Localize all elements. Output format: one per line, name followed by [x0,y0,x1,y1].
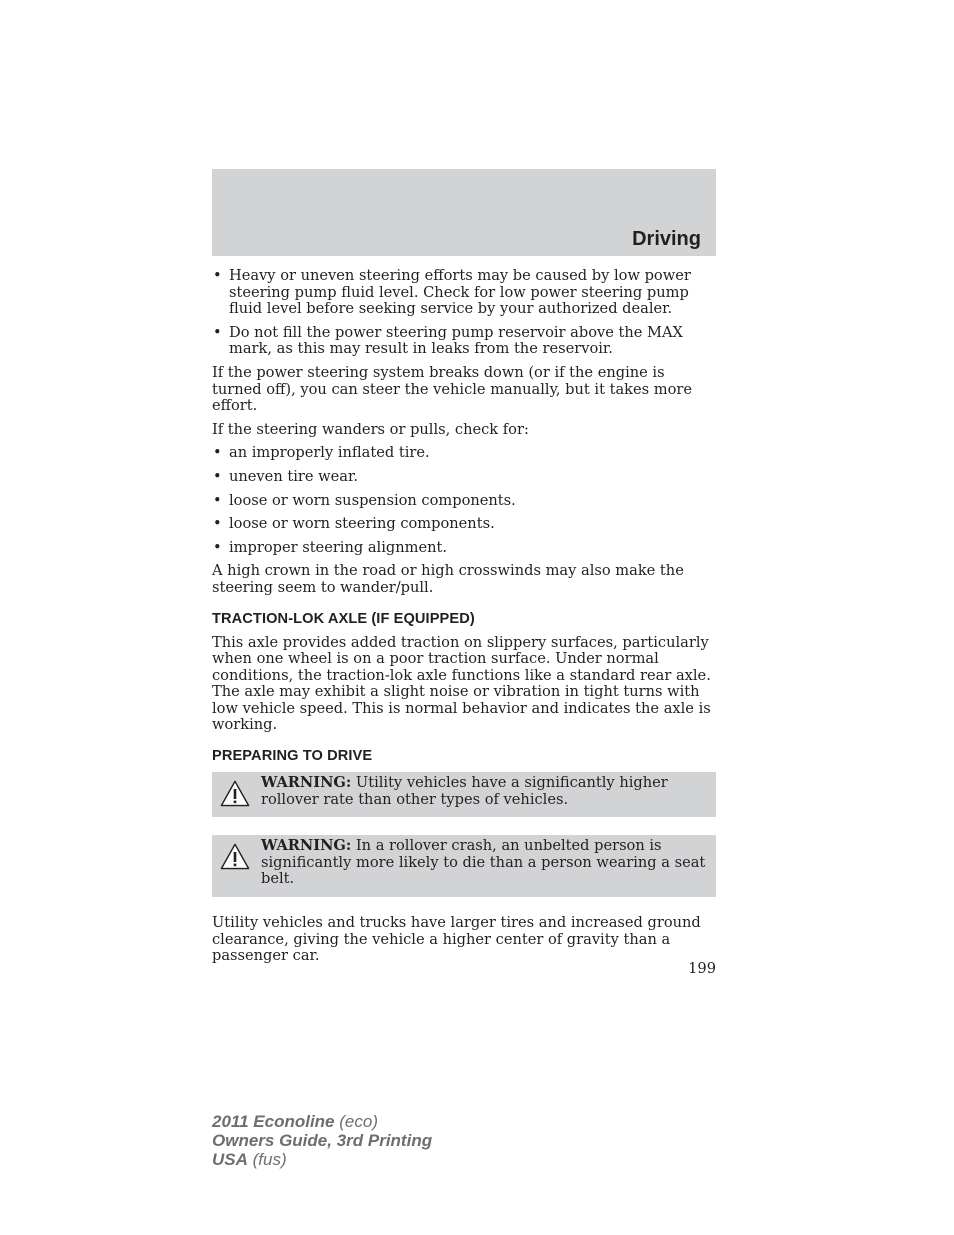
warning-triangle-icon [220,780,250,807]
footer-guide: Owners Guide, 3rd Printing [212,1131,433,1150]
list-item: • loose or worn steering components. [212,516,716,533]
footer-line-model [212,1112,432,1131]
steering-effort-list [212,268,716,358]
heading-traction-lok: TRACTION-LOK AXLE (IF EQUIPPED) [212,610,475,627]
warning-triangle-icon [220,843,250,870]
list-item: • Do not fill the power steering pump reservoir above the MAX mark, as this may result in leaks from the reservoir. [212,325,716,358]
section-header-band [212,169,716,256]
footer-model: 2011 Econoline [212,1112,335,1131]
warning-box-rollover-rate [212,772,716,817]
warning-label: WARNING: [261,774,352,792]
warning-text: In a rollover crash, an unbelted person is significantly more likely to die than a person wearing a seat belt. [261,837,706,888]
footer-line-guide [212,1131,432,1150]
paragraph-crown: A high crown in the road or high crosswinds may also make the steering seem to wander/pull. [212,562,684,596]
list-item: • an improperly inflated tire. [212,445,716,462]
footer-line-region [212,1150,432,1169]
list-item: • loose or worn suspension components. [212,493,716,510]
heading-preparing-to-drive: PREPARING TO DRIVE [212,748,373,765]
list-item: • uneven tire wear. [212,469,716,486]
paragraph-traction-lok: This axle provides added traction on slippery surfaces, particularly when one wheel is on a poor traction surface. Under normal conditions, the traction-lok axle functions like a standard rear axle. The axle may exhibit a slight noise or vibration in tight turns with low vehicle speed. This is normal behavior and indicates the axle is working. [212,633,711,734]
list-item: • improper steering alignment. [212,540,716,557]
warning-text: Utility vehicles have a significantly higher rollover rate than other types of vehicles. [261,774,668,808]
footer-region-code: (fus) [252,1150,287,1169]
paragraph-wander: If the steering wanders or pulls, check for: [212,420,529,438]
footer-model-code: (eco) [339,1112,378,1131]
footer-region: USA [212,1150,248,1169]
page-content [212,268,716,972]
section-title: Driving [632,228,701,250]
paragraph-utility-vehicles: Utility vehicles and trucks have larger tires and increased ground clearance, giving the vehicle a higher center of gravity than a passenger car. [212,914,701,965]
warning-box-unbelted [212,835,716,897]
wander-check-list [212,445,716,556]
warning-label: WARNING: [261,837,352,855]
list-item: • Heavy or uneven steering efforts may be caused by low power steering pump fluid level. Check for low power steering pump fluid level before seeking service by your authorized dealer. [212,268,716,318]
page-number: 199 [688,960,716,977]
document-footer [212,1112,432,1169]
paragraph-breakdown: If the power steering system breaks down (or if the engine is turned off), you can steer the vehicle manually, but it takes more effort. [212,363,692,415]
